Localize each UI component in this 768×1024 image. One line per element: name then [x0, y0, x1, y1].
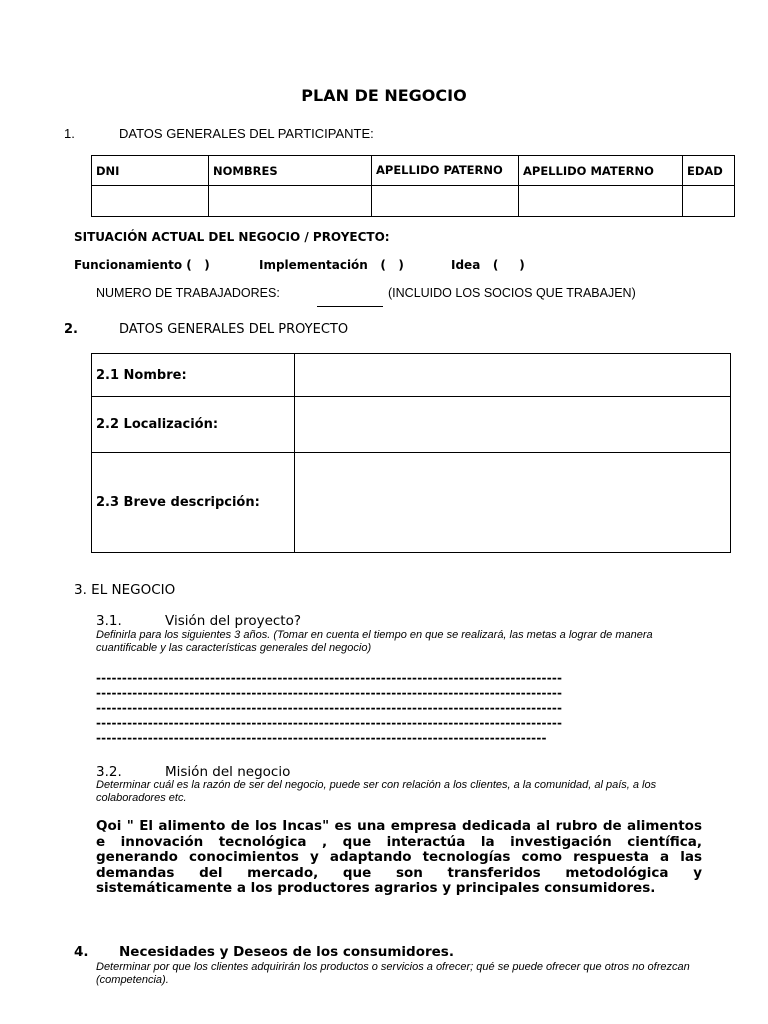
participant-table — [91, 155, 735, 217]
section-1-number: 1. — [64, 126, 75, 141]
funcionamiento-option[interactable]: Funcionamiento ( ) — [74, 258, 210, 272]
section-3-title: 3. EL NEGOCIO — [74, 582, 176, 598]
cell-apellido-materno[interactable] — [519, 186, 683, 217]
section-2-number: 2. — [64, 322, 78, 337]
row-descripcion-value[interactable] — [295, 453, 731, 553]
section-3-2-title: Misión del negocio — [165, 764, 291, 780]
header-dni: DNI — [92, 156, 209, 186]
vision-line[interactable]: ------------------------------------------------------------------------------------------ — [96, 671, 563, 685]
section-4-description: Determinar por que los clientes adquirirán los productos o servicios a ofrecer; qué se puede ofrecer que otros no ofrezcan (competencia). — [96, 961, 690, 986]
section-4-title: Necesidades y Deseos de los consumidores. — [119, 944, 454, 960]
row-nombre-label: 2.1 Nombre: — [92, 354, 295, 397]
row-localizacion-label: 2.2 Localización: — [92, 397, 295, 453]
header-apellido-materno: APELLIDO MATERNO — [519, 156, 683, 186]
section-3-1-number: 3.1. — [96, 613, 122, 629]
situacion-heading: SITUACIÓN ACTUAL DEL NEGOCIO / PROYECTO: — [74, 230, 390, 244]
row-nombre-value[interactable] — [295, 354, 731, 397]
section-1-title: DATOS GENERALES DEL PARTICIPANTE: — [119, 126, 374, 141]
vision-line[interactable]: ------------------------------------------------------------------------------------------ — [96, 686, 563, 700]
trabajadores-label: NUMERO DE TRABAJADORES: — [96, 286, 280, 300]
implementacion-option[interactable]: Implementación ( ) — [259, 258, 404, 272]
header-edad: EDAD — [683, 156, 735, 186]
idea-option[interactable]: Idea ( ) — [451, 258, 525, 272]
section-3-1-description: Definirla para los siguientes 3 años. (Tomar en cuenta el tiempo en que se realizará, las metas a lograr de manera cuantificable y las características generales del negocio) — [96, 629, 653, 654]
trabajadores-blank[interactable] — [317, 306, 383, 307]
header-nombres: NOMBRES — [209, 156, 372, 186]
project-table — [91, 353, 731, 553]
section-4-number: 4. — [74, 944, 89, 960]
trabajadores-note: (INCLUIDO LOS SOCIOS QUE TRABAJEN) — [388, 286, 636, 300]
cell-apellido-paterno[interactable] — [372, 186, 519, 217]
row-localizacion-value[interactable] — [295, 397, 731, 453]
vision-line[interactable]: --------------------------------------------------------------------------------------- — [96, 731, 547, 745]
row-descripcion-label: 2.3 Breve descripción: — [92, 453, 295, 553]
vision-line[interactable]: ------------------------------------------------------------------------------------------ — [96, 701, 563, 715]
section-3-2-description: Determinar cuál es la razón de ser del negocio, puede ser con relación a los clientes, a la comunidad, al país, a los colaboradores etc. — [96, 779, 657, 804]
section-2-title: DATOS GENERALES DEL PROYECTO — [119, 322, 349, 337]
header-apellido-paterno: APELLIDO PATERNO — [372, 156, 519, 186]
section-3-1-title: Visión del proyecto? — [165, 613, 302, 629]
document-title: PLAN DE NEGOCIO — [301, 86, 467, 105]
section-3-2-number: 3.2. — [96, 764, 122, 780]
cell-dni[interactable] — [92, 186, 209, 217]
vision-line[interactable]: ------------------------------------------------------------------------------------------ — [96, 716, 563, 730]
mission-text: Qoi " El alimento de los Incas" es una empresa dedicada al rubro de alimentos e innovación tecnológica , que interactúa la investigación científica, generando conocimientos y adaptando tecnologías como respuesta a las demandas del mercado, que son transferidos metodológica y sistemáticamente a los productores agrarios y principales consumidores. — [96, 818, 702, 896]
cell-edad[interactable] — [683, 186, 735, 217]
cell-nombres[interactable] — [209, 186, 372, 217]
